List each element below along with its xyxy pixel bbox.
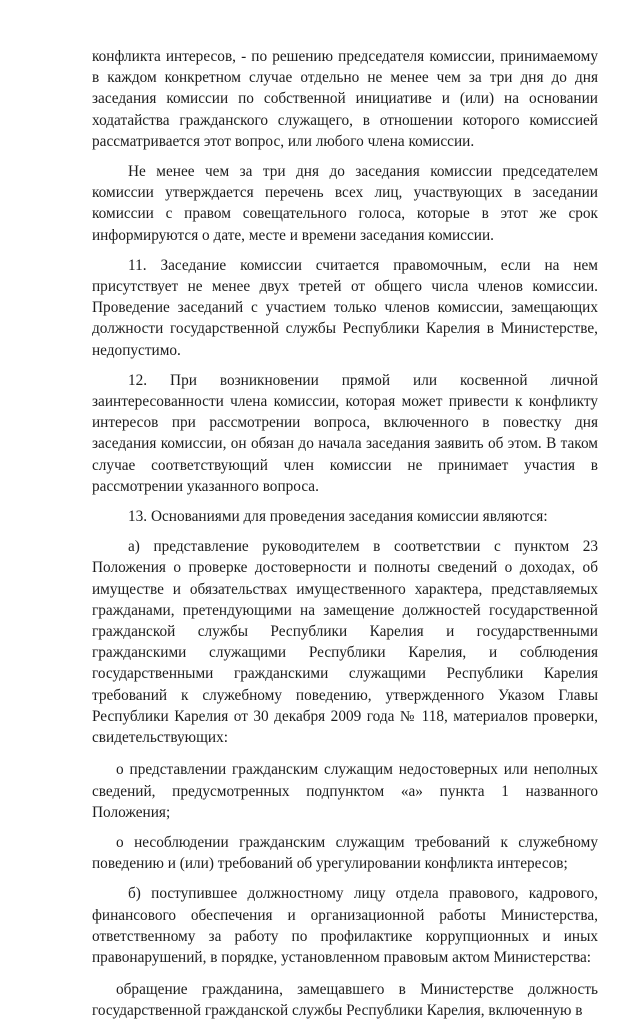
paragraph-item-13-a: а) представление руководителем в соответствии с пунктом 23 Положения о проверке достоверности и полноты сведений о доходах, об имуществе и обязательствах имущественного характера, представляемых гражданами, претендующими на замещение должностей государственной гражданской службы Республики Карелия и государственными гражданскими служащими Республики Карелия, и соблюдения государственными гражданскими служащими Республики Карелия требований к служебному поведению, утвержденного Указом Главы Республики Карелия от 30 декабря 2009 года № 118, материалов проверки, свидетельствующих: [92, 538, 598, 747]
paragraph-conflict-of-interest: конфликта интересов, - по решению председателя комиссии, принимаемому в каждом конкретном случае отдельно не менее чем за три дня до дня заседания комиссии по собственной инициативе и (или) на основании ходатайства гражданского служащего, в отношении которого комиссией рассматривается этот вопрос, или любого члена комиссии. [92, 48, 598, 150]
paragraph-item-13: 13. Основаниями для проведения заседания комиссии являются: [128, 508, 548, 526]
paragraph-meeting-participants: Не менее чем за три дня до заседания комиссии председателем комиссии утверждается перечень всех лиц, участвующих в заседании комиссии с правом совещательного голоса, которые в этот же срок информируются о дате, месте и времени заседания комиссии. [92, 163, 598, 244]
paragraph-item-11: 11. Заседание комиссии считается правомочным, если на нем присутствует не менее двух третей от общего числа членов комиссии. Проведение заседаний с участием только членов комиссии, замещающих должности государственной службы Республики Карелия в Министерстве, недопустимо. [92, 256, 598, 359]
paragraph-item-13-b-1: обращение гражданина, замещавшего в Министерстве должность государственной гражданской службы Республики Карелия, включенную в [92, 981, 598, 1020]
paragraph-item-12: 12. При возникновении прямой или косвенной личной заинтересованности члена комиссии, которая может привести к конфликту интересов при рассмотрении вопроса, включенного в повестку дня заседания комиссии, он обязан до начала заседания заявить об этом. В таком случае соответствующий член комиссии не принимает участия в рассмотрении указанного вопроса. [92, 371, 598, 495]
paragraph-item-13-b: б) поступившее должностному лицу отдела правового, кадрового, финансового обеспечения и организационной работы Министерства, ответственному за работу по профилактике коррупционных и иных правонарушений, в порядке, установленном правовым актом Министерства: [92, 885, 598, 966]
paragraph-item-13-a-2: о несоблюдении гражданским служащим требований к служебному поведению и (или) требований об урегулировании конфликта интересов; [92, 833, 598, 873]
paragraph-item-13-a-1: о представлении гражданским служащим недостоверных или неполных сведений, предусмотренных подпунктом «а» пункта 1 названного Положения; [92, 761, 598, 821]
